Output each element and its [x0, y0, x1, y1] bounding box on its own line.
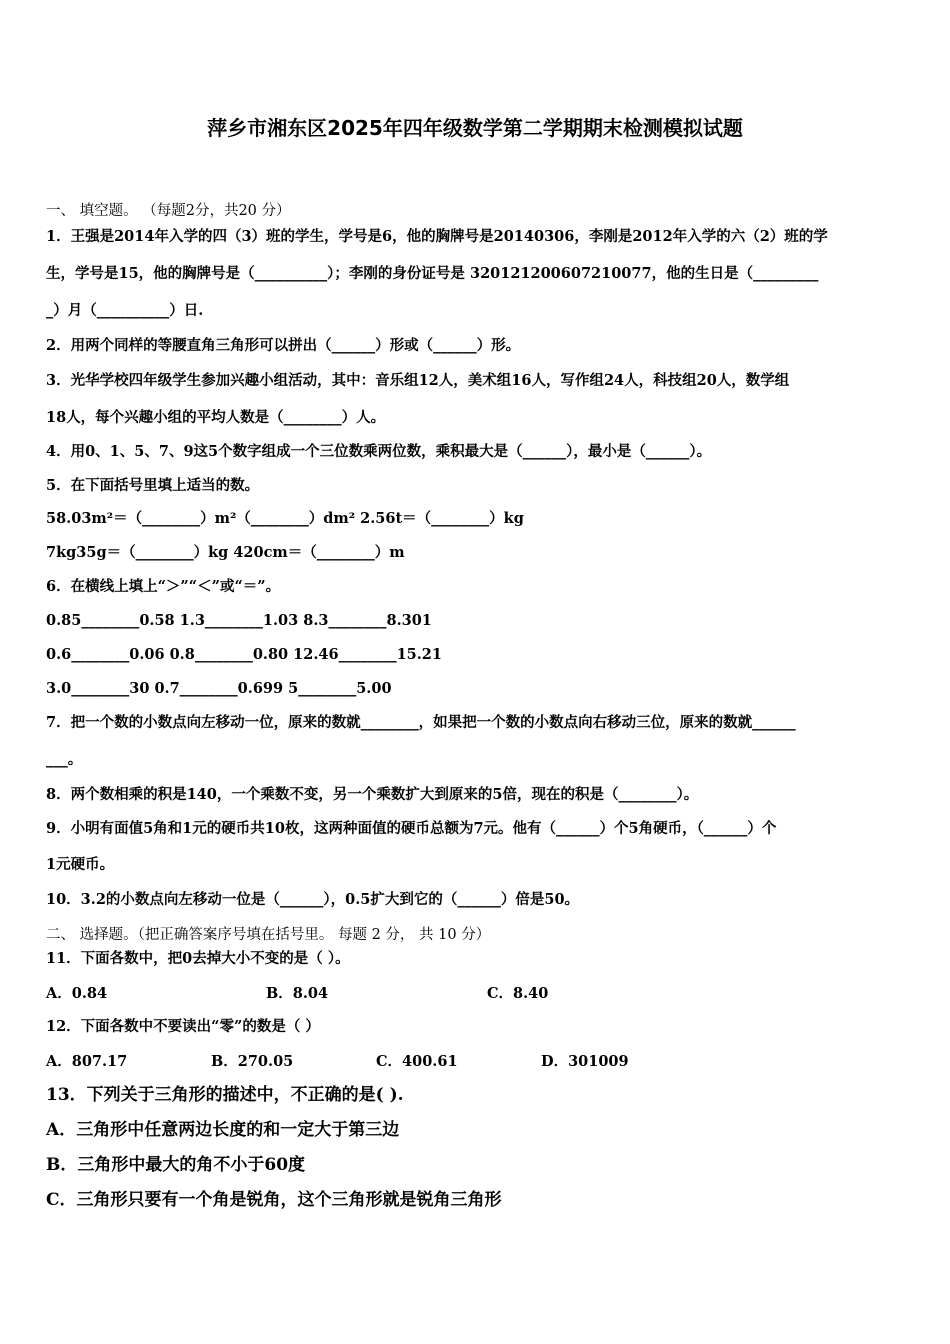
question-line: ___。	[46, 751, 83, 768]
section-heading-fill-blank: 一、 填空题。 （每题2分，共20 分）	[46, 203, 291, 219]
option-c: C．400.61	[376, 1053, 458, 1070]
question-line: 9．小明有面值5角和1元的硬币共10枚，这两种面值的硬币总额为7元。他有（______）个5角硬币，（______）个	[46, 820, 777, 837]
question-line: 0.6________0.06 0.8________0.80 12.46________15.21	[46, 646, 442, 663]
question-line: 1．王强是2014年入学的四（3）班的学生，学号是6，他的胸牌号是20140306，李刚是2012年入学的六（2）班的学	[46, 228, 828, 245]
question-line: 8．两个数相乘的积是140，一个乘数不变，另一个乘数扩大到原来的5倍，现在的积是（________）。	[46, 786, 699, 803]
option-b: B．8.04	[266, 985, 329, 1002]
option-a: A．807.17	[46, 1053, 128, 1070]
question-line: 4．用0、1、5、7、9这5个数字组成一个三位数乘两位数，乘积最大是（______），最小是（______）。	[46, 443, 712, 460]
question-line: 1元硬币。	[46, 856, 115, 873]
question-line: 2．用两个同样的等腰直角三角形可以拼出（______）形或（______）形。	[46, 337, 521, 354]
question-line: 11．下面各数中，把0去掉大小不变的是（ ）。	[46, 950, 350, 967]
option-a: A．三角形中任意两边长度的和一定大于第三边	[46, 1120, 400, 1140]
question-line: _）月（__________）日.	[46, 302, 204, 319]
question-line: 12．下面各数中不要读出“零”的数是（ ）	[46, 1018, 320, 1035]
option-a: A．0.84	[46, 985, 108, 1002]
question-line: 7kg35g＝（________）kg 420cm＝（________）m	[46, 544, 405, 561]
section-heading-choice: 二、 选择题。（把正确答案序号填在括号里。 每题 2 分， 共 10 分）	[46, 927, 491, 943]
question-line: 18人，每个兴趣小组的平均人数是（________）人。	[46, 409, 386, 426]
question-line: 7．把一个数的小数点向左移动一位，原来的数就________，如果把一个数的小数点向右移动三位，原来的数就______	[46, 714, 796, 731]
question-line: 3.0________30 0.7________0.699 5________5.00	[46, 680, 392, 697]
option-c: C．8.40	[487, 985, 549, 1002]
question-line: 58.03m²＝（________）m²（________）dm² 2.56t＝（________）kg	[46, 510, 524, 527]
question-line: 5．在下面括号里填上适当的数。	[46, 477, 260, 494]
option-b: B．三角形中最大的角不小于60度	[46, 1155, 306, 1175]
question-line: 13．下列关于三角形的描述中，不正确的是( ).	[46, 1085, 404, 1105]
question-line: 0.85________0.58 1.3________1.03 8.3________8.301	[46, 612, 432, 629]
question-line: 3．光华学校四年级学生参加兴趣小组活动，其中：音乐组12人，美术组16人，写作组24人，科技组20人，数学组	[46, 372, 790, 389]
option-b: B．270.05	[211, 1053, 294, 1070]
question-line: 生，学号是15，他的胸牌号是（__________）；李刚的身份证号是 320121200607210077，他的生日是（_________	[46, 265, 819, 282]
option-d: D．301009	[541, 1053, 629, 1070]
question-line: 10．3.2的小数点向左移动一位是（______），0.5扩大到它的（______）倍是50。	[46, 891, 580, 908]
option-c: C．三角形只要有一个角是锐角，这个三角形就是锐角三角形	[46, 1190, 502, 1210]
question-line: 6．在横线上填上“＞”“＜”或“＝”。	[46, 578, 281, 595]
page-title: 萍乡市湘东区2025年四年级数学第二学期期末检测模拟试题	[207, 116, 743, 140]
